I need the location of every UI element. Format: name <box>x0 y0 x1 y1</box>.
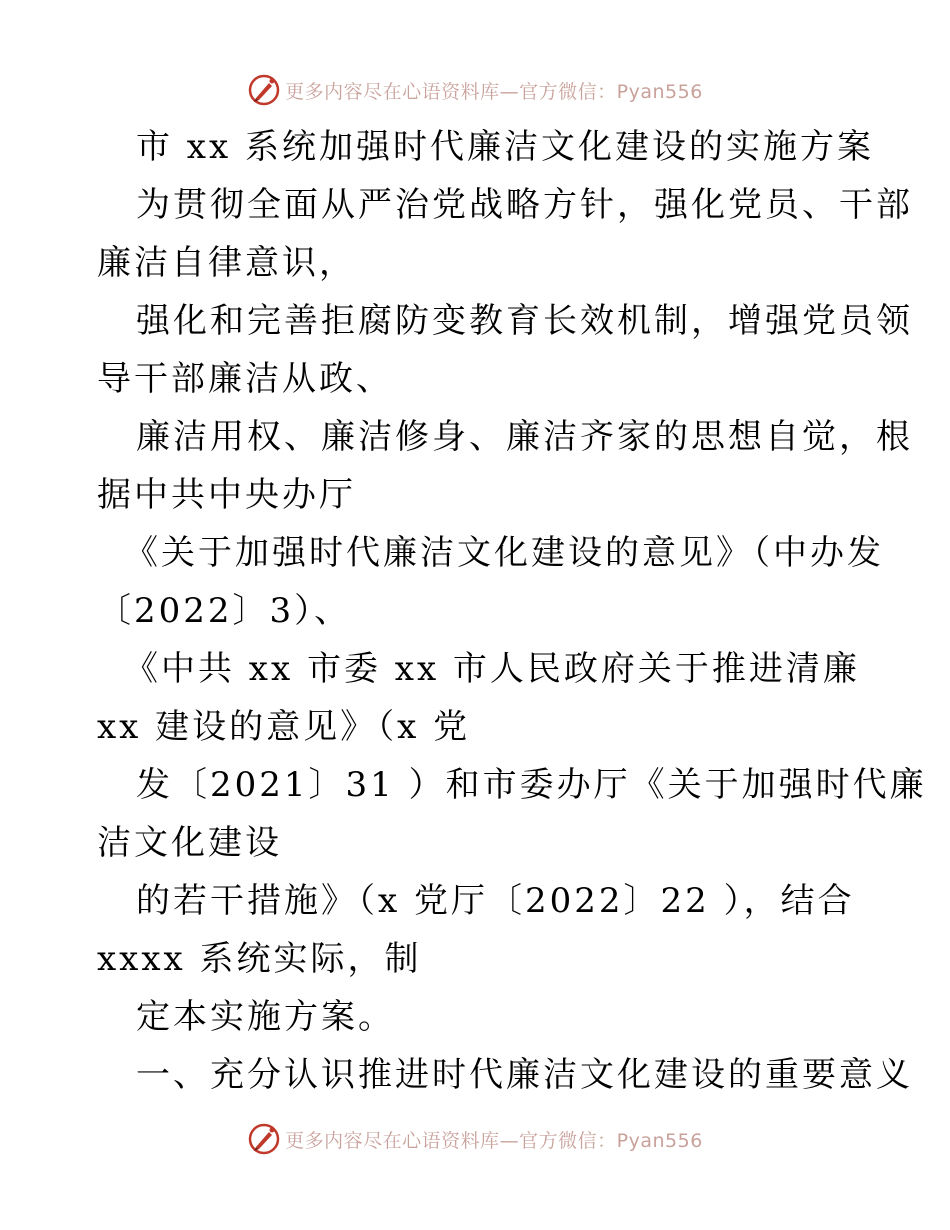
text-line: 《中共 xx 市委 xx 市人民政府关于推进清廉 <box>124 649 860 689</box>
text-line: 定本实施方案。 <box>136 997 395 1037</box>
banner-official: 官方微信：Pyan556 <box>519 80 703 103</box>
text-line: 〔2022〕3）、 <box>97 591 352 631</box>
banner-dash: — <box>499 80 520 103</box>
section-heading: 一、充分认识推进时代廉洁文化建设的重要意义 <box>136 1055 913 1095</box>
text-line: 洁文化建设 <box>97 823 282 863</box>
text-line: 据中共中央办厅 <box>97 475 356 515</box>
footer-banner-text <box>285 1126 703 1153</box>
text-line: 发〔2021〕31 ）和市委办厅《关于加强时代廉 <box>136 765 927 805</box>
pen-logo-icon <box>247 73 281 107</box>
text-line: 《关于加强时代廉洁文化建设的意见》（中办发 <box>124 533 884 573</box>
text-line: 强化和完善拒腐防变教育长效机制，增强党员领 <box>136 301 913 341</box>
text-line: 导干部廉洁从政、 <box>97 359 393 399</box>
text-line: 廉洁用权、廉洁修身、廉洁齐家的思想自觉，根 <box>136 417 913 457</box>
text-line: 的若干措施》（x 党厅〔2022〕22 ），结合 <box>136 881 855 921</box>
banner-site-name: 更多内容尽在心语资料库 <box>285 1129 500 1152</box>
header-banner <box>0 70 950 110</box>
document-title: 市 xx 系统加强时代廉洁文化建设的实施方案 <box>136 127 874 167</box>
footer-banner <box>0 1119 950 1159</box>
header-banner-text <box>285 77 703 104</box>
text-line: xx 建设的意见》（x 党 <box>97 707 471 747</box>
text-line: xxxx 系统实际，制 <box>97 939 422 979</box>
banner-official: 官方微信：Pyan556 <box>519 1129 703 1152</box>
banner-dash: — <box>499 1129 520 1152</box>
banner-site-name: 更多内容尽在心语资料库 <box>285 80 500 103</box>
pen-logo-icon <box>247 1122 281 1156</box>
text-line: 廉洁自律意识， <box>97 243 356 283</box>
text-line: 为贯彻全面从严治党战略方针，强化党员、干部 <box>136 185 913 225</box>
